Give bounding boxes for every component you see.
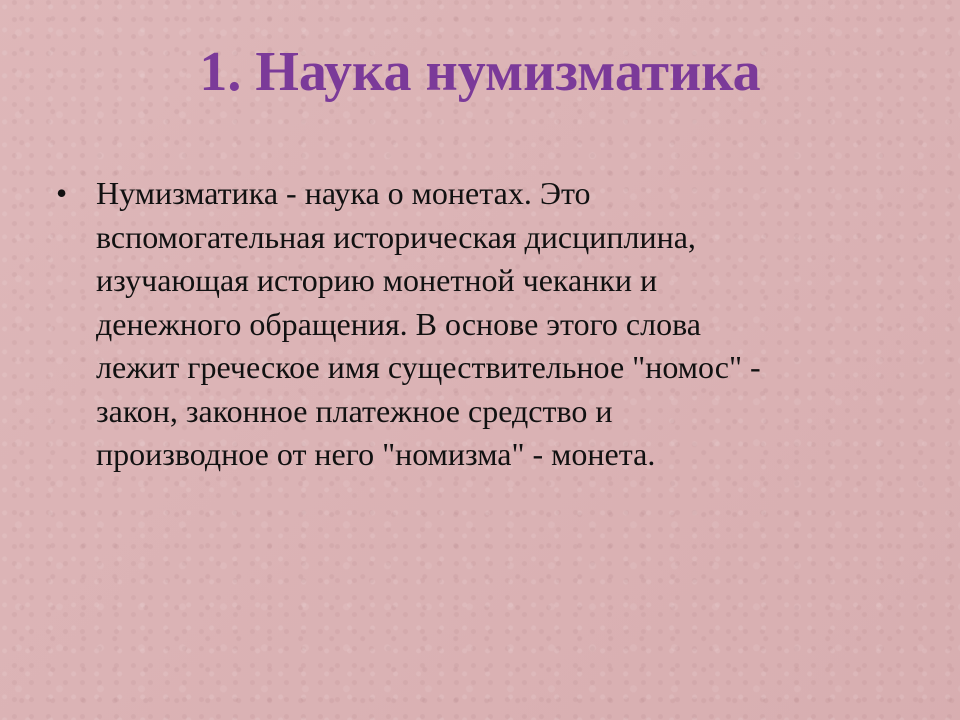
- bullet-dot-icon: •: [56, 175, 68, 211]
- body-line-7: производное от него "номизма" - монета.: [96, 436, 656, 472]
- slide-title: 1. Наука нумизматика: [199, 41, 761, 103]
- body-line-5: лежит греческое имя существительное "номос" -: [96, 349, 761, 385]
- body-line-2: вспомогательная историческая дисциплина,: [96, 218, 696, 255]
- body-line-1: Нумизматика - наука о монетах. Это: [96, 175, 591, 211]
- bullet-item: [56, 172, 916, 477]
- body-line-3: изучающая историю монетной чеканки и: [96, 262, 658, 298]
- body-line-6: закон, законное платежное средство и: [96, 392, 613, 429]
- slide-content: [56, 172, 916, 477]
- body-line-4: денежного обращения. В основе этого слова: [96, 305, 701, 342]
